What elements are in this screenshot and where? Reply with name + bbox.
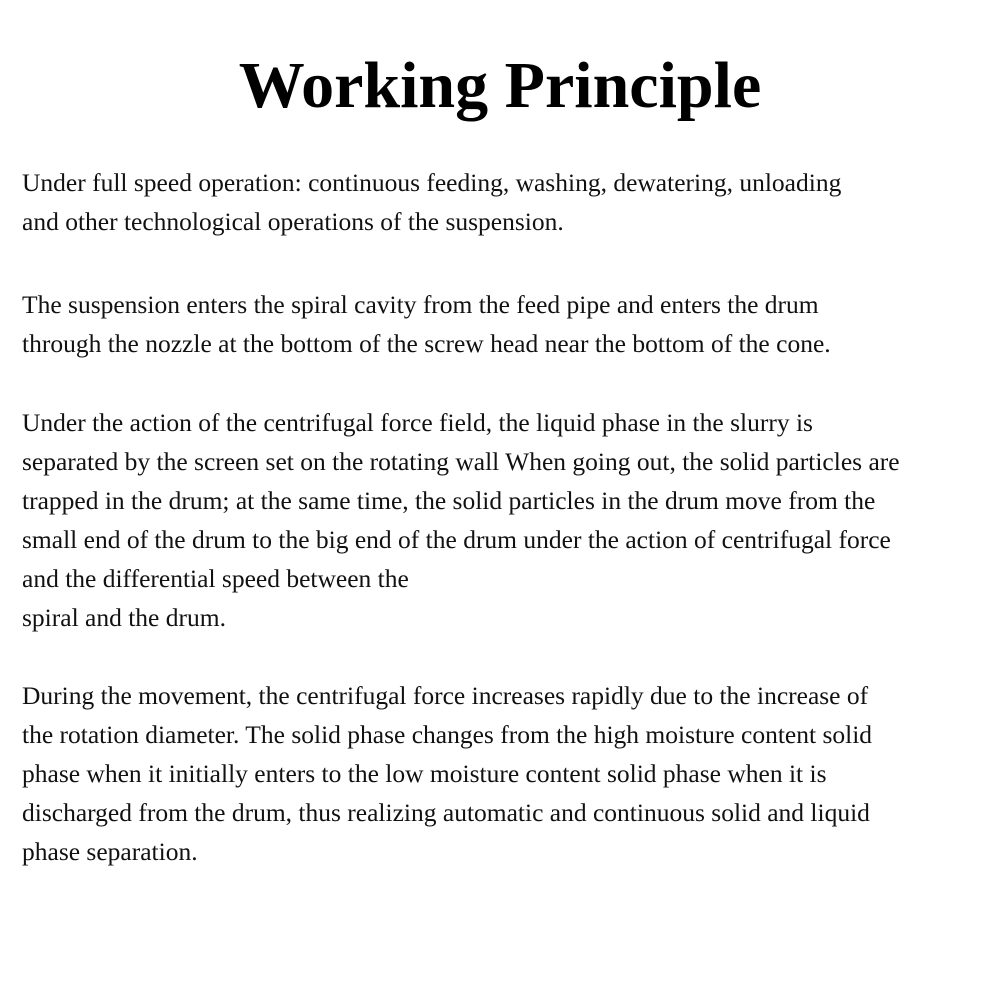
- page-title: Working Principle: [238, 49, 762, 122]
- paragraph-feeding-operation: Under full speed operation: continuous feeding, washing, dewatering, unloading and other technological operations of the suspension.: [22, 168, 842, 236]
- paragraph-suspension-entry: The suspension enters the spiral cavity from the feed pipe and enters the drum through the nozzle at the bottom of the screw head near the bottom of the cone.: [22, 290, 831, 358]
- paragraph-centrifugal-separation: Under the action of the centrifugal force field, the liquid phase in the slurry is separated by the screen set on the rotating wall When going out, the solid particles are trapped in the drum; at the same time, the solid particles in the drum move from the small end of the drum to the big end of the drum under the action of centrifugal force and the differential speed between the spiral and the drum.: [22, 408, 900, 632]
- paragraph-solid-phase-discharge: During the movement, the centrifugal force increases rapidly due to the increase of the rotation diameter. The solid phase changes from the high moisture content solid phase when it initially enters to the low moisture content solid phase when it is discharged from the drum, thus realizing automatic and continuous solid and liquid phase separation.: [22, 681, 873, 866]
